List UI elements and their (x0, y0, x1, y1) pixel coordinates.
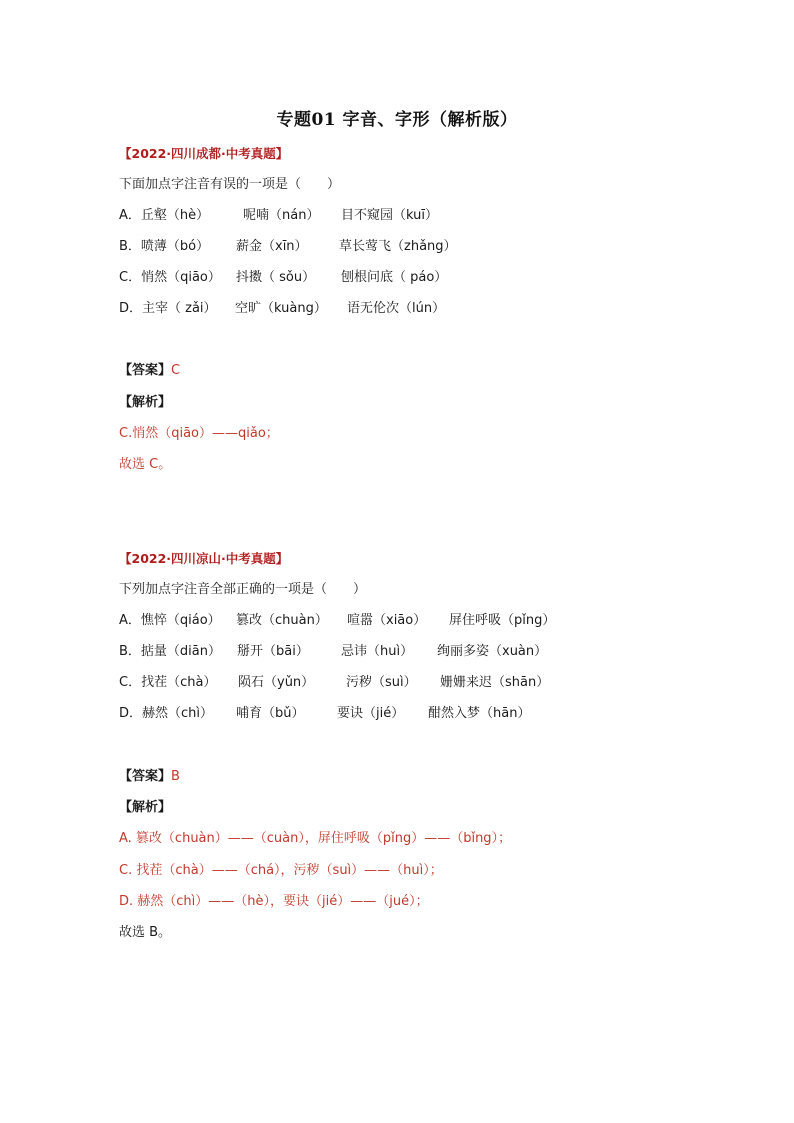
q1-option-c-1: C．悄然（qiāo） (119, 270, 221, 285)
q1-option-a-1: A．丘壑（hè） (119, 208, 210, 223)
q2-conclusion: 故选 B。 (119, 925, 172, 940)
q1-conclusion: 故选 C。 (119, 457, 172, 472)
q1-option-row-c (119, 269, 719, 287)
q2-analysis-line-1: A. 篡改（chuàn）——（cuàn），屏住呼吸（pǐng）——（bǐng）； (119, 831, 512, 846)
q1-option-c-3: 刨根问底（ páo） (341, 270, 448, 285)
q2-option-d-2: 哺育（bǔ） (236, 706, 305, 721)
page-title: 专题01 字音、字形（解析版） (276, 110, 518, 130)
q2-option-row-b (119, 643, 719, 661)
q1-option-a-2: 呢喃（nán） (243, 208, 320, 223)
q2-option-c-4: 姗姗来迟（shān） (440, 675, 550, 690)
q2-source-tag: 【2022·四川凉山·中考真题】 (119, 551, 289, 566)
q2-option-d-1: D．赫然（chì） (119, 706, 214, 721)
q2-answer (119, 768, 180, 786)
q2-option-a-3: 喧嚣（xiāo） (347, 613, 427, 628)
q2-answer-value: B (171, 769, 180, 784)
q1-option-row-b (119, 238, 719, 256)
q2-answer-label: 【答案】 (119, 769, 172, 784)
q1-stem: 下面加点字注音有误的一项是（ ） (119, 177, 341, 192)
q2-option-row-d (119, 705, 719, 723)
q2-option-c-3: 污秽（suì） (346, 675, 417, 690)
q2-analysis-line-2: C. 找茬（chà）——（chá），污秽（suì）——（huì）； (119, 863, 443, 878)
q2-option-b-2: 掰开（bāi） (237, 644, 309, 659)
q2-option-b-1: B．掂量（diān） (119, 644, 221, 659)
q2-option-d-4: 酣然入梦（hān） (428, 706, 531, 721)
q1-option-a-3: 目不窥园（kuī） (341, 208, 438, 223)
q2-option-a-4: 屏住呼吸（pǐng） (449, 613, 556, 628)
q1-option-row-d (119, 300, 719, 318)
q1-option-row-a (119, 207, 719, 225)
q1-option-b-3: 草长莺飞（zhǎng） (339, 239, 457, 254)
q1-analysis-label: 【解析】 (119, 395, 172, 410)
q2-option-c-2: 陨石（yǔn） (238, 675, 315, 690)
q2-stem: 下列加点字注音全部正确的一项是（ ） (119, 582, 367, 597)
q2-option-c-1: C．找茬（chà） (119, 675, 217, 690)
q1-option-d-2: 空旷（kuàng） (235, 301, 327, 316)
q2-analysis-label: 【解析】 (119, 800, 172, 815)
q1-answer-value: C (171, 363, 181, 378)
q1-analysis-line-1: C.悄然（qiāo）——qiǎo； (119, 426, 279, 441)
q2-option-a-1: A．憔悴（qiáo） (119, 613, 221, 628)
q1-option-d-1: D．主宰（ zǎi） (119, 301, 217, 316)
q2-option-d-3: 要诀（jié） (337, 706, 405, 721)
q2-analysis-line-3: D. 赫然（chì）——（hè），要诀（jié）——（jué）； (119, 894, 429, 909)
q1-source-tag: 【2022·四川成都·中考真题】 (119, 146, 289, 161)
q1-answer (119, 362, 180, 380)
q1-option-b-1: B．喷薄（bó） (119, 239, 210, 254)
q2-option-b-3: 忌讳（huì） (341, 644, 414, 659)
q1-answer-label: 【答案】 (119, 363, 172, 378)
q1-option-d-3: 语无伦次（lún） (347, 301, 446, 316)
q1-option-c-2: 抖擞（ sǒu） (236, 270, 316, 285)
q2-option-row-a (119, 612, 719, 630)
q2-option-row-c (119, 674, 719, 692)
q1-option-b-2: 薪金（xīn） (236, 239, 308, 254)
q2-option-a-2: 篡改（chuàn） (236, 613, 328, 628)
q2-option-b-4: 绚丽多姿（xuàn） (437, 644, 548, 659)
